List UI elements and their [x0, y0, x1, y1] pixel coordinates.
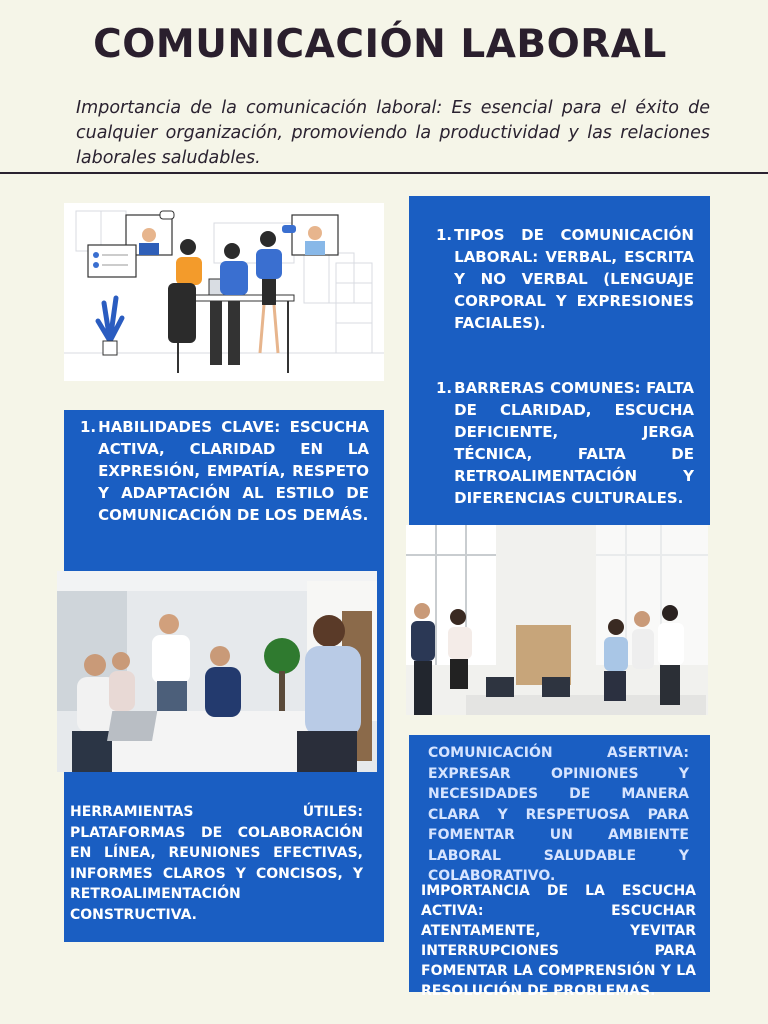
tipos-item	[436, 224, 694, 334]
team-illustration	[64, 203, 384, 381]
tipos-number: 1.	[436, 226, 453, 244]
habilidades-number: 1.	[80, 418, 97, 436]
habilidades-item	[80, 416, 369, 526]
intro-paragraph: Importancia de la comunicación laboral: Es esencial para el éxito de cualquier organización, promoviendo la productividad y las relaciones laborales saludables.	[76, 98, 710, 168]
asertiva-text: COMUNICACIÓN ASERTIVA: EXPRESAR OPINIONES Y NECESIDADES DE MANERA CLARA Y RESPETUOSA PARA FOMENTAR UN AMBIENTE LABORAL SALUDABLE Y COLABORATIVO.	[428, 745, 689, 884]
herramientas-text: HERRAMIENTAS ÚTILES: PLATAFORMAS DE COLABORACIÓN EN LÍNEA, REUNIONES EFECTIVAS, INFORMES CLAROS Y CONCISOS, Y RETROALIMENTACIÓN CONSTRUCTIVA.	[70, 804, 363, 923]
barreras-number: 1.	[436, 379, 453, 397]
barreras-text: BARRERAS COMUNES: FALTA DE CLARIDAD, ESCUCHA DEFICIENTE, JERGA TÉCNICA, FALTA DE RETROALIMENTACIÓN Y DIFERENCIAS CULTURALES.	[454, 379, 694, 507]
page-title: COMUNICACIÓN LABORAL	[93, 22, 667, 67]
tipos-text: TIPOS DE COMUNICACIÓN LABORAL: VERBAL, ESCRITA Y NO VERBAL (LENGUAJE CORPORAL Y EXPRESIONES FACIALES).	[454, 226, 694, 332]
habilidades-text: HABILIDADES CLAVE: ESCUCHA ACTIVA, CLARIDAD EN LA EXPRESIÓN, EMPATÍA, RESPETO Y ADAPTACIÓN AL ESTILO DE COMUNICACIÓN DE LOS DEMÁS.	[98, 418, 369, 524]
escucha-text: IMPORTANCIA DE LA ESCUCHA ACTIVA: ESCUCHAR ATENTAMENTE, YEVITAR INTERRUPCIONES PARA FOMENTAR LA COMPRENSIÓN Y LA RESOLUCIÓN DE PROBLEMAS.	[421, 883, 696, 999]
divider-line	[0, 172, 768, 174]
office-meeting-photo	[57, 571, 377, 772]
office-team-photo	[406, 525, 708, 715]
barreras-item	[436, 377, 694, 509]
